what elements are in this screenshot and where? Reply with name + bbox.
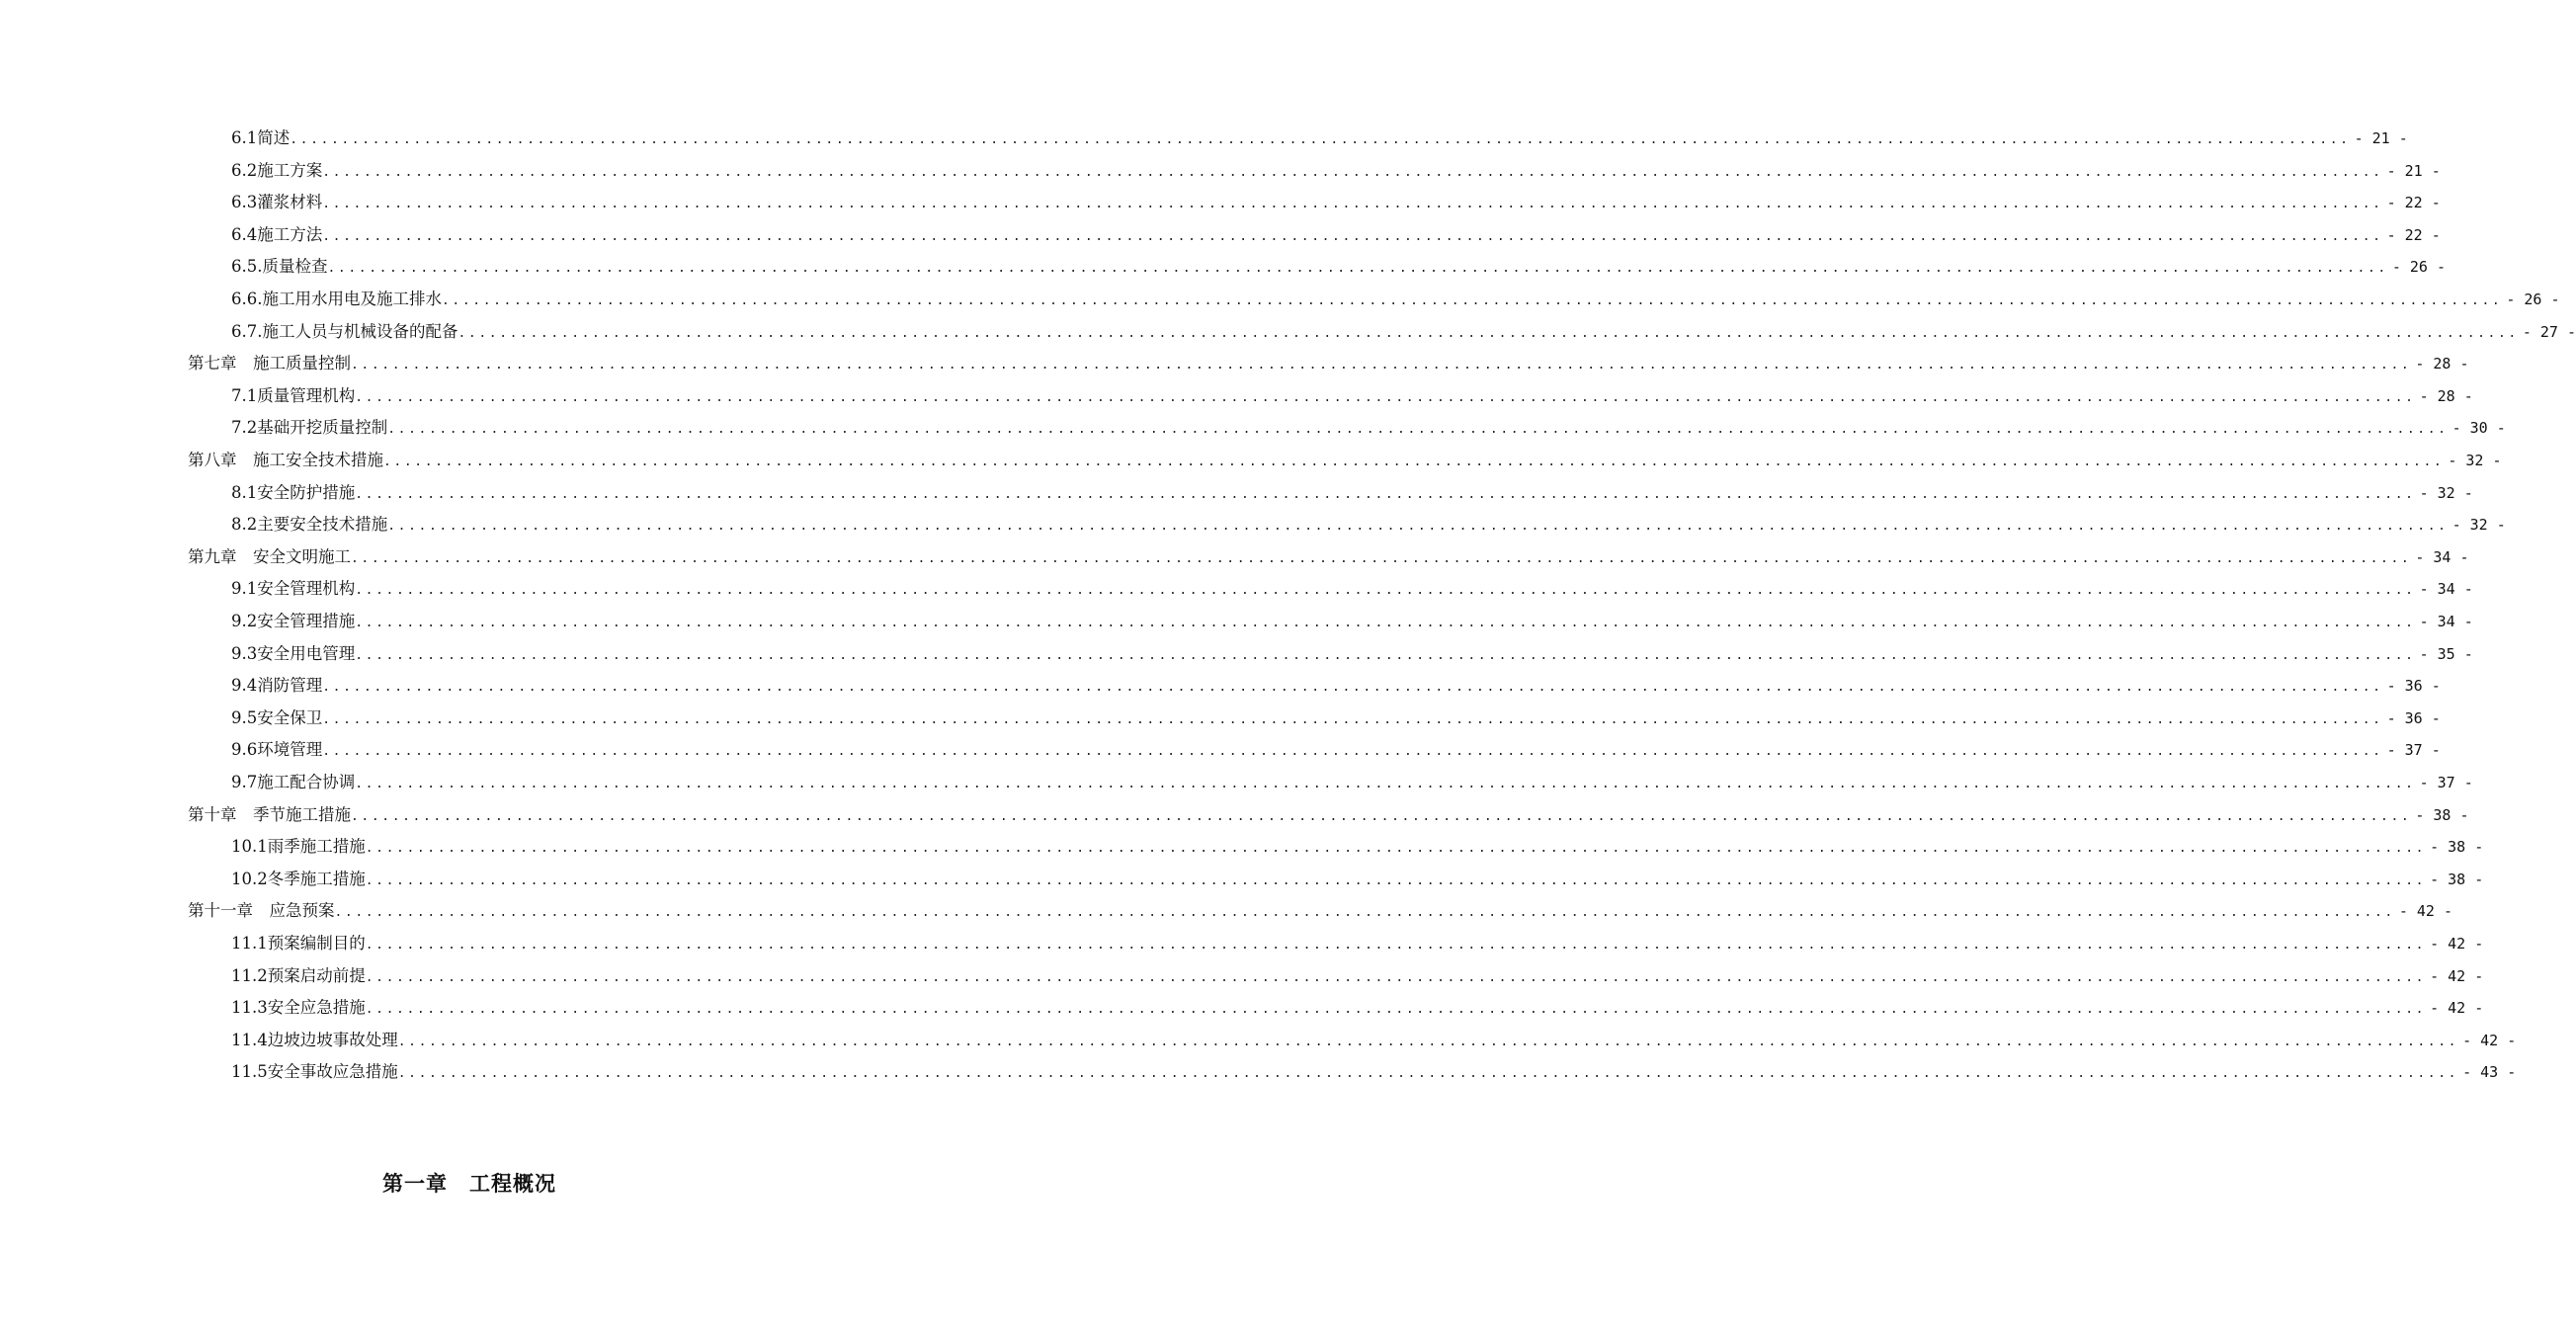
toc-page-number: - 38 -: [2430, 838, 2484, 857]
toc-entry-label: 11.3安全应急措施: [231, 998, 366, 1018]
toc-dot-leader: ........................................................................................................................................................................................................: [365, 938, 2427, 953]
toc-page-number: - 28 -: [2419, 386, 2473, 405]
toc-entry[interactable]: [0, 1056, 2517, 1088]
toc-dot-leader: ........................................................................................................................................................................................................: [365, 841, 2427, 857]
toc-entry[interactable]: [0, 477, 2473, 509]
toc-entry[interactable]: [0, 799, 2469, 831]
toc-entry-label: 9.6环境管理: [231, 740, 323, 760]
toc-dot-leader: ........................................................................................................................................................................................................: [322, 228, 2383, 244]
toc-entry[interactable]: [0, 573, 2473, 605]
toc-entry-line: [231, 960, 2484, 994]
toc-page-number: - 42 -: [2462, 1031, 2517, 1049]
toc-entry-label: 9.1安全管理机构: [231, 579, 356, 599]
toc-entry-line: [231, 767, 2473, 800]
toc-page-number: - 32 -: [2419, 483, 2473, 502]
toc-entry-label: 6.7.施工人员与机械设备的配备: [231, 321, 458, 341]
toc-page-number: - 22 -: [2386, 225, 2441, 244]
toc-entry-label: 7.2基础开挖质量控制: [231, 418, 388, 438]
toc-entry-line: [231, 284, 2560, 317]
toc-entry[interactable]: [0, 767, 2473, 798]
toc-dot-leader: ........................................................................................................................................................................................................: [290, 132, 2351, 147]
toc-entry-label: 6.2施工方案: [231, 160, 323, 180]
toc-dot-leader: ........................................................................................................................................................................................................: [322, 711, 2383, 727]
toc-entry[interactable]: [0, 703, 2441, 734]
toc-entry-line: [188, 348, 2469, 381]
toc-dot-leader: ........................................................................................................................................................................................................: [334, 905, 2395, 921]
toc-dot-leader: ........................................................................................................................................................................................................: [322, 680, 2383, 696]
toc-page-number: - 30 -: [2451, 419, 2506, 438]
toc-dot-leader: ........................................................................................................................................................................................................: [365, 1002, 2427, 1018]
toc-entry-line: [231, 864, 2484, 897]
toc-entry[interactable]: [0, 734, 2441, 766]
toc-entry-line: [231, 1056, 2517, 1090]
toc-entry[interactable]: [0, 380, 2473, 412]
toc-page-number: - 35 -: [2419, 644, 2473, 663]
toc-dot-leader: ........................................................................................................................................................................................................: [355, 616, 2416, 630]
toc-entry-label: 6.3灌浆材料: [231, 193, 323, 212]
toc-entry-line: [231, 670, 2441, 704]
toc-page-number: - 42 -: [2398, 902, 2453, 921]
toc-entry[interactable]: [0, 187, 2441, 218]
toc-entry-label: 第十章 季节施工措施: [188, 804, 351, 824]
toc-entry-label: 8.2主要安全技术措施: [231, 515, 388, 535]
toc-page-number: - 21 -: [2354, 129, 2408, 147]
toc-dot-leader: ........................................................................................................................................................................................................: [351, 550, 2412, 566]
toc-dot-leader: ........................................................................................................................................................................................................: [397, 1034, 2459, 1049]
toc-entry-line: [231, 606, 2473, 639]
toc-entry-label: 第十一章 应急预案: [188, 901, 335, 921]
toc-entry-line: [231, 734, 2441, 768]
toc-entry-line: [231, 412, 2506, 446]
toc-entry-line: [231, 380, 2473, 414]
toc-dot-leader: ........................................................................................................................................................................................................: [365, 872, 2427, 888]
toc-entry-label: 8.1安全防护措施: [231, 482, 356, 502]
toc-entry-label: 9.3安全用电管理: [231, 643, 356, 663]
toc-entry-line: [188, 799, 2469, 833]
toc-page-number: - 36 -: [2386, 708, 2441, 727]
toc-entry[interactable]: [0, 284, 2560, 315]
toc-dot-leader: ........................................................................................................................................................................................................: [351, 808, 2412, 824]
toc-dot-leader: ........................................................................................................................................................................................................: [442, 293, 2503, 308]
toc-page-number: - 37 -: [2419, 774, 2473, 791]
toc-entry-line: [188, 541, 2469, 575]
toc-entry[interactable]: [0, 831, 2484, 863]
toc-dot-leader: ........................................................................................................................................................................................................: [355, 583, 2416, 599]
toc-dot-leader: ........................................................................................................................................................................................................: [397, 1066, 2459, 1082]
toc-entry-line: [231, 316, 2576, 350]
toc-entry[interactable]: [0, 670, 2441, 702]
toc-entry-label: 第七章 施工质量控制: [188, 354, 351, 374]
toc-entry[interactable]: [0, 219, 2441, 251]
toc-entry-label: 10.2冬季施工措施: [231, 869, 366, 888]
toc-entry-label: 9.5安全保卫: [231, 707, 323, 727]
toc-page-number: - 27 -: [2522, 322, 2576, 341]
toc-page-number: - 42 -: [2430, 966, 2484, 985]
toc-entry-label: 6.5.质量检查: [231, 257, 328, 277]
toc-entry[interactable]: [0, 348, 2469, 379]
toc-entry-line: [231, 477, 2473, 511]
toc-page-number: - 43 -: [2462, 1063, 2517, 1082]
toc-page-number: - 28 -: [2415, 355, 2469, 374]
toc-dot-leader: ........................................................................................................................................................................................................: [355, 389, 2416, 405]
toc-entry-label: 第八章 施工安全技术措施: [188, 451, 383, 469]
toc-page-number: - 36 -: [2386, 677, 2441, 696]
toc-entry-label: 11.5安全事故应急措施: [231, 1062, 398, 1082]
toc-entry-label: 6.6.施工用水用电及施工排水: [231, 290, 442, 308]
toc-page-number: - 26 -: [2506, 290, 2560, 308]
toc-entry-label: 6.4施工方法: [231, 224, 323, 244]
toc-entry-line: [231, 573, 2473, 607]
toc-dot-leader: ........................................................................................................................................................................................................: [322, 197, 2383, 212]
toc-entry-label: 9.4消防管理: [231, 676, 323, 696]
toc-dot-leader: ........................................................................................................................................................................................................: [322, 164, 2383, 180]
toc-page-number: - 34 -: [2419, 580, 2473, 599]
toc-page-number: - 38 -: [2415, 805, 2469, 824]
toc-entry-label: 7.1质量管理机构: [231, 385, 356, 405]
toc-entry-line: [231, 123, 2408, 156]
toc-entry[interactable]: [0, 992, 2484, 1024]
toc-entry[interactable]: [0, 606, 2473, 637]
toc-entry-line: [188, 895, 2453, 929]
toc-entry-line: [231, 509, 2506, 542]
toc-page-number: - 21 -: [2386, 161, 2441, 180]
toc-entry-line: [231, 1025, 2517, 1058]
toc-page-number: - 38 -: [2430, 870, 2484, 888]
toc-dot-leader: ........................................................................................................................................................................................................: [355, 647, 2416, 663]
toc-entry[interactable]: [0, 1025, 2517, 1056]
toc-entry-label: 10.1雨季施工措施: [231, 837, 366, 857]
toc-dot-leader: ........................................................................................................................................................................................................: [387, 422, 2449, 438]
toc-entry-line: [231, 703, 2441, 736]
toc-entry[interactable]: [0, 445, 2502, 476]
toc-entry-line: [231, 928, 2484, 961]
toc-entry[interactable]: [0, 509, 2506, 540]
toc-page-number: - 37 -: [2386, 741, 2441, 760]
toc-entry-label: 11.2预案启动前提: [231, 965, 366, 985]
toc-entry-label: 9.2安全管理措施: [231, 612, 356, 630]
toc-dot-leader: ........................................................................................................................................................................................................: [383, 455, 2445, 469]
toc-entry-line: [231, 251, 2447, 285]
toc-dot-leader: ........................................................................................................................................................................................................: [322, 744, 2383, 760]
toc-entry[interactable]: [0, 541, 2469, 573]
toc-entry-line: [231, 187, 2441, 220]
toc-entry[interactable]: [0, 316, 2576, 348]
toc-entry-label: 11.4边坡边坡事故处理: [231, 1030, 398, 1049]
toc-page-number: - 42 -: [2430, 935, 2484, 953]
toc-entry[interactable]: [0, 960, 2484, 992]
toc-entry[interactable]: [0, 155, 2441, 187]
toc-dot-leader: ........................................................................................................................................................................................................: [387, 519, 2449, 535]
toc-page-number: - 34 -: [2419, 613, 2473, 630]
toc-entry[interactable]: [0, 895, 2453, 927]
toc-entry[interactable]: [0, 251, 2447, 283]
toc-dot-leader: ........................................................................................................................................................................................................: [355, 777, 2416, 791]
toc-dot-leader: ........................................................................................................................................................................................................: [365, 969, 2427, 985]
toc-dot-leader: ........................................................................................................................................................................................................: [355, 486, 2416, 502]
toc-entry-label: 第九章 安全文明施工: [188, 546, 351, 566]
toc-page-number: - 32 -: [2448, 452, 2502, 469]
toc-entry-line: [231, 219, 2441, 253]
toc-entry-label: 9.7施工配合协调: [231, 773, 356, 791]
toc-entry-line: [231, 831, 2484, 865]
toc-entry[interactable]: [0, 123, 2408, 154]
toc-page-number: - 22 -: [2386, 194, 2441, 212]
toc-entry-line: [231, 638, 2473, 672]
toc-entry-line: [231, 155, 2441, 189]
toc-page-number: - 34 -: [2415, 547, 2469, 566]
toc-dot-leader: ........................................................................................................................................................................................................: [457, 325, 2519, 341]
toc-entry-label: 6.1简述: [231, 128, 291, 147]
toc-page-number: - 42 -: [2430, 999, 2484, 1018]
toc-entry-label: 11.1预案编制目的: [231, 934, 366, 953]
toc-entry[interactable]: [0, 638, 2473, 670]
toc-page-number: - 26 -: [2391, 258, 2447, 277]
toc-entry-line: [188, 445, 2502, 478]
toc-entry[interactable]: [0, 412, 2506, 444]
toc-dot-leader: ........................................................................................................................................................................................................: [351, 358, 2412, 374]
toc-dot-leader: ........................................................................................................................................................................................................: [327, 261, 2388, 277]
chapter-heading: 第一章 工程概况: [382, 1172, 556, 1196]
toc-entry[interactable]: [0, 928, 2484, 959]
toc-entry-line: [231, 992, 2484, 1026]
toc-page-number: - 32 -: [2451, 516, 2506, 535]
toc-entry[interactable]: [0, 864, 2484, 895]
